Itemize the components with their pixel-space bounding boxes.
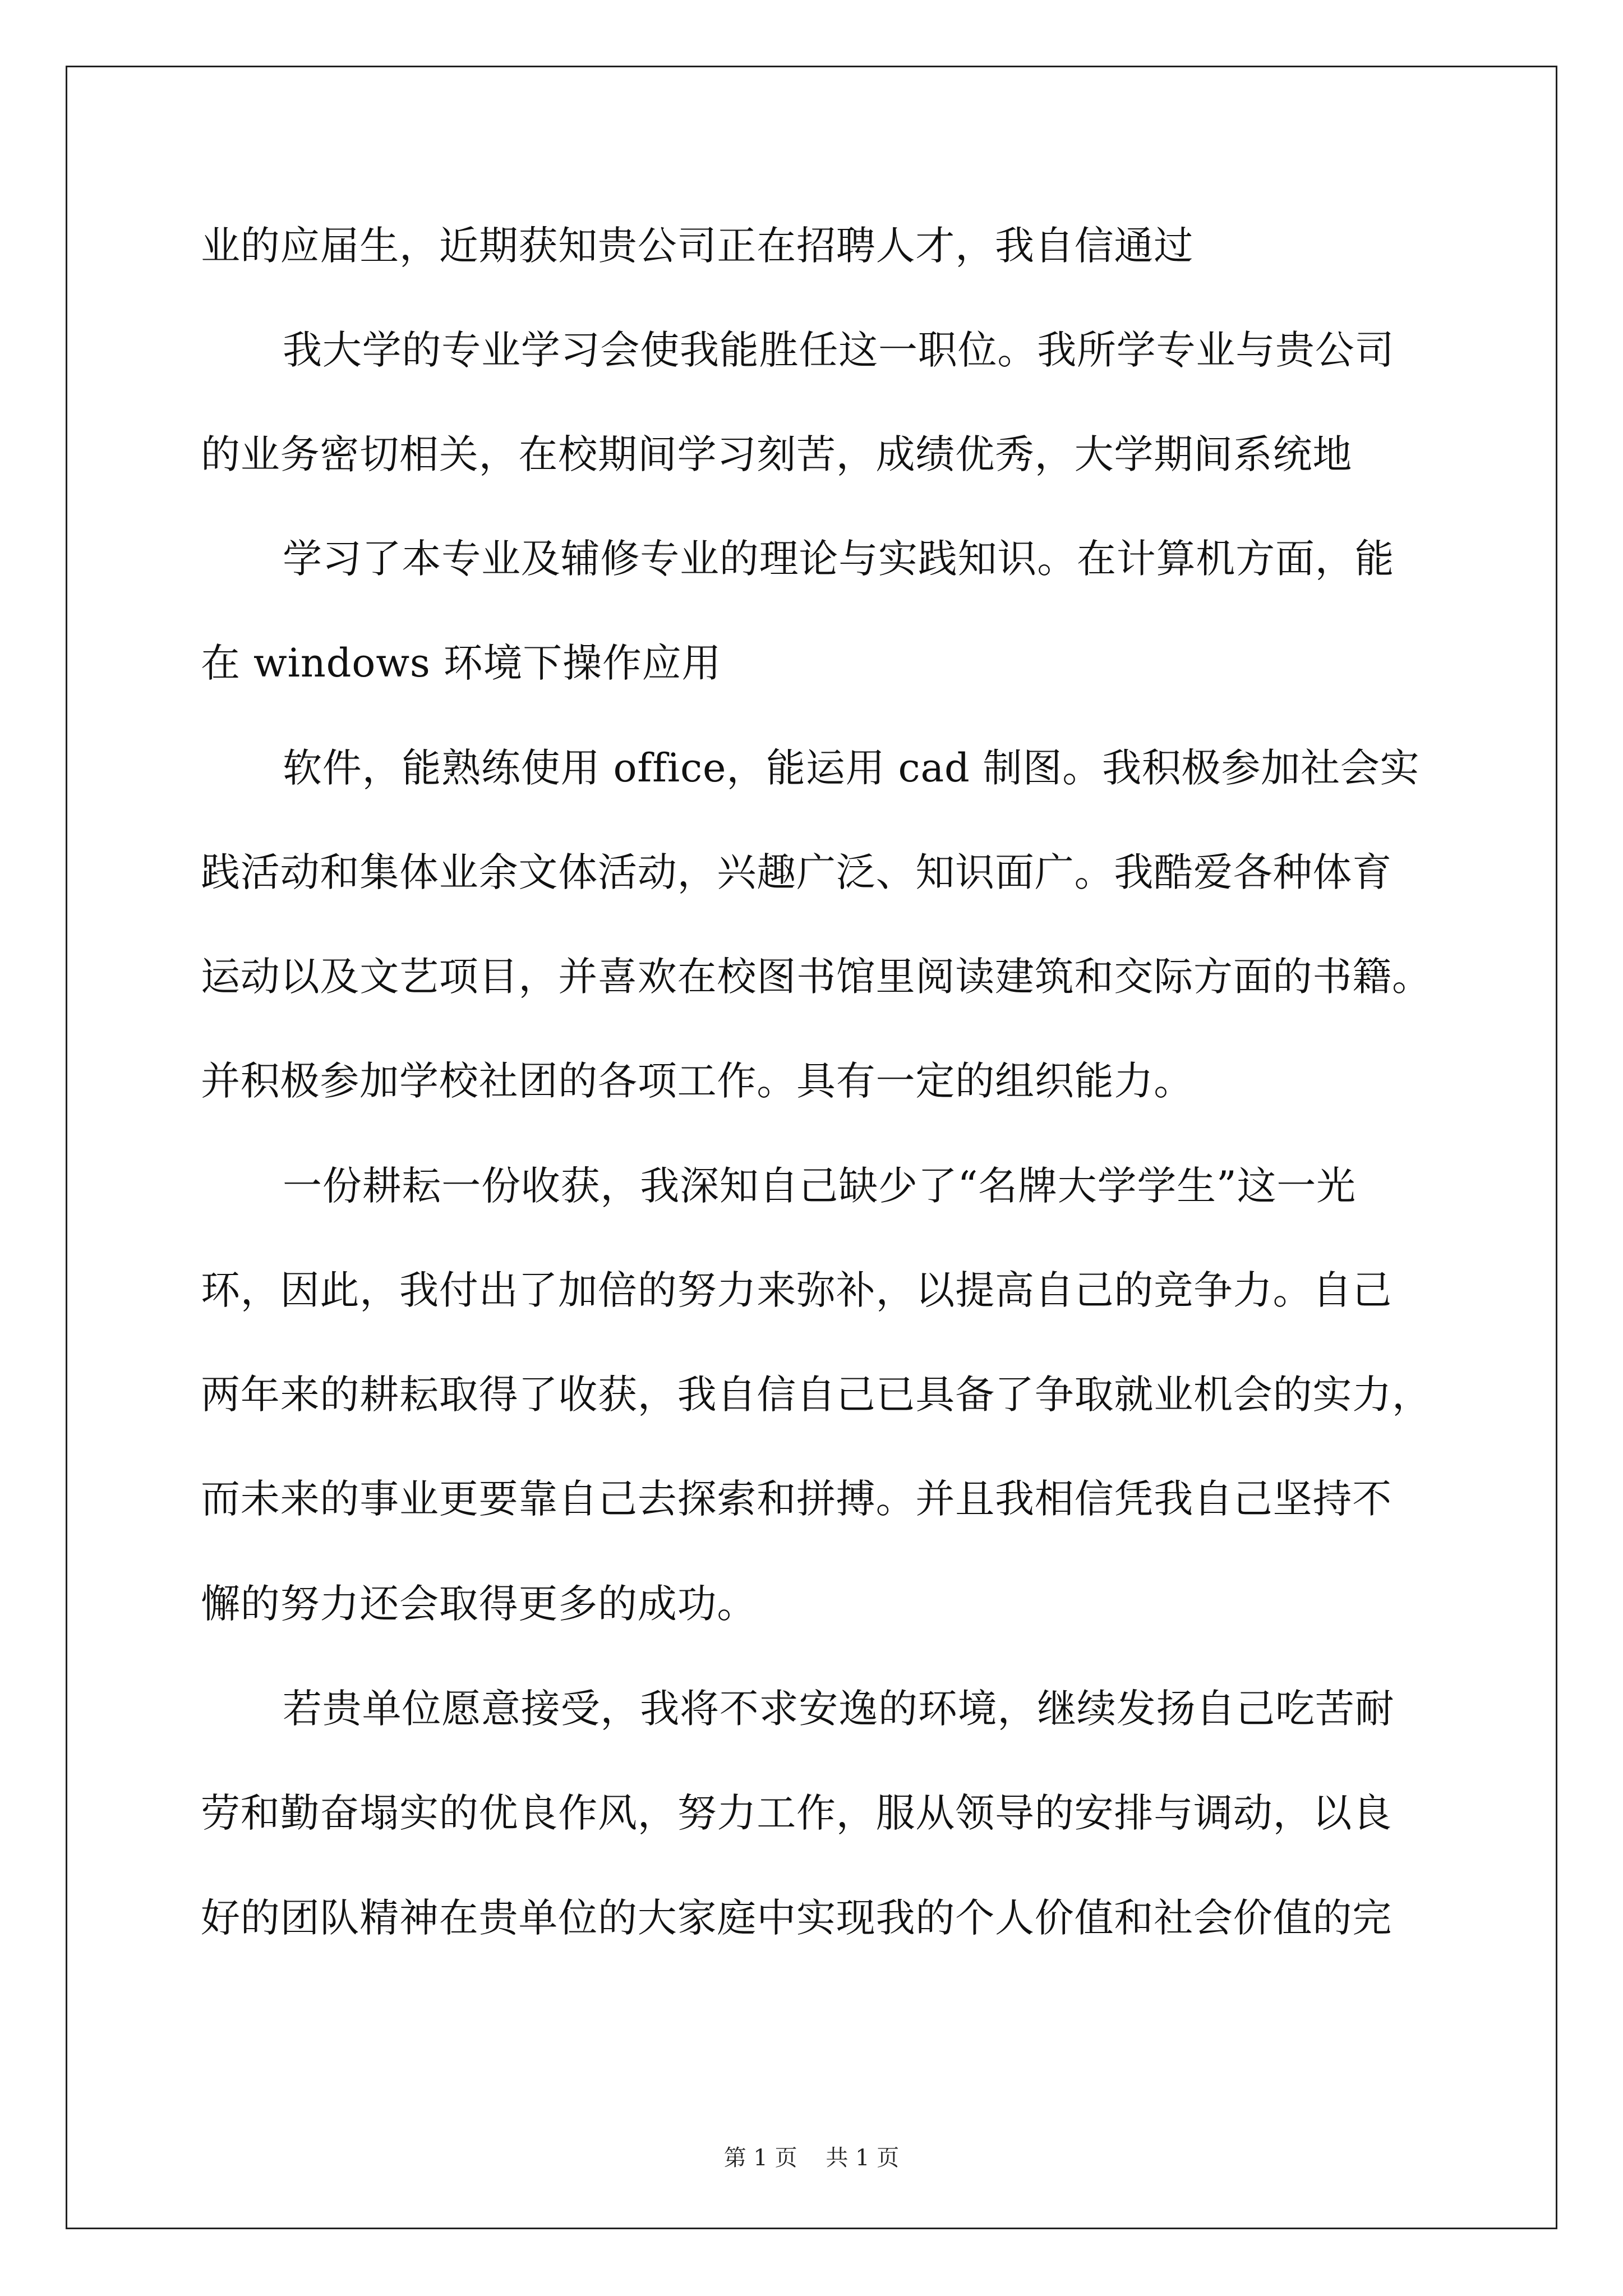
page-frame: [66, 66, 1557, 2229]
text-line: 劳和勤奋塌实的优良作风，努力工作，服从领导的安排与调动，以良: [201, 1790, 1392, 1836]
text-line: 学习了本专业及辅修专业的理论与实践知识。在计算机方面，能: [283, 536, 1395, 582]
text-line: 践活动和集体业余文体活动，兴趣广泛、知识面广。我酷爱各种体育: [201, 849, 1392, 895]
page-number-footer: 第 1 页 共 1 页: [723, 2145, 900, 2171]
text-line: 若贵单位愿意接受，我将不求安逸的环境，继续发扬自己吃苦耐: [283, 1686, 1395, 1732]
text-line: 运动以及文艺项目，并喜欢在校图书馆里阅读建筑和交际方面的书籍。: [201, 954, 1432, 1000]
text-line: 业的应届生，近期获知贵公司正在招聘人才，我自信通过: [201, 223, 1193, 269]
text-line: 好的团队精神在贵单位的大家庭中实现我的个人价值和社会价值的完: [201, 1895, 1392, 1941]
document-body: [67, 67, 1556, 2228]
text-line: 懈的努力还会取得更多的成功。: [201, 1581, 757, 1627]
text-line: 环，因此，我付出了加倍的努力来弥补，以提高自己的竞争力。自己: [201, 1267, 1392, 1313]
text-line: 两年来的耕耘取得了收获，我自信自己已具备了争取就业机会的实力，: [201, 1372, 1432, 1418]
text-line: 在 windows 环境下操作应用: [201, 640, 722, 686]
text-line: 我大学的专业学习会使我能胜任这一职位。我所学专业与贵公司: [283, 327, 1395, 373]
text-line: 软件，能熟练使用 office，能运用 cad 制图。我积极参加社会实: [283, 745, 1420, 791]
text-line: 而未来的事业更要靠自己去探索和拼搏。并且我相信凭我自己坚持不: [201, 1476, 1392, 1522]
text-line: 一份耕耘一份收获，我深知自己缺少了“名牌大学学生”这一光: [283, 1163, 1356, 1209]
text-line: 并积极参加学校社团的各项工作。具有一定的组织能力。: [201, 1058, 1193, 1104]
text-line: 的业务密切相关，在校期间学习刻苦，成绩优秀，大学期间系统地: [201, 431, 1353, 477]
